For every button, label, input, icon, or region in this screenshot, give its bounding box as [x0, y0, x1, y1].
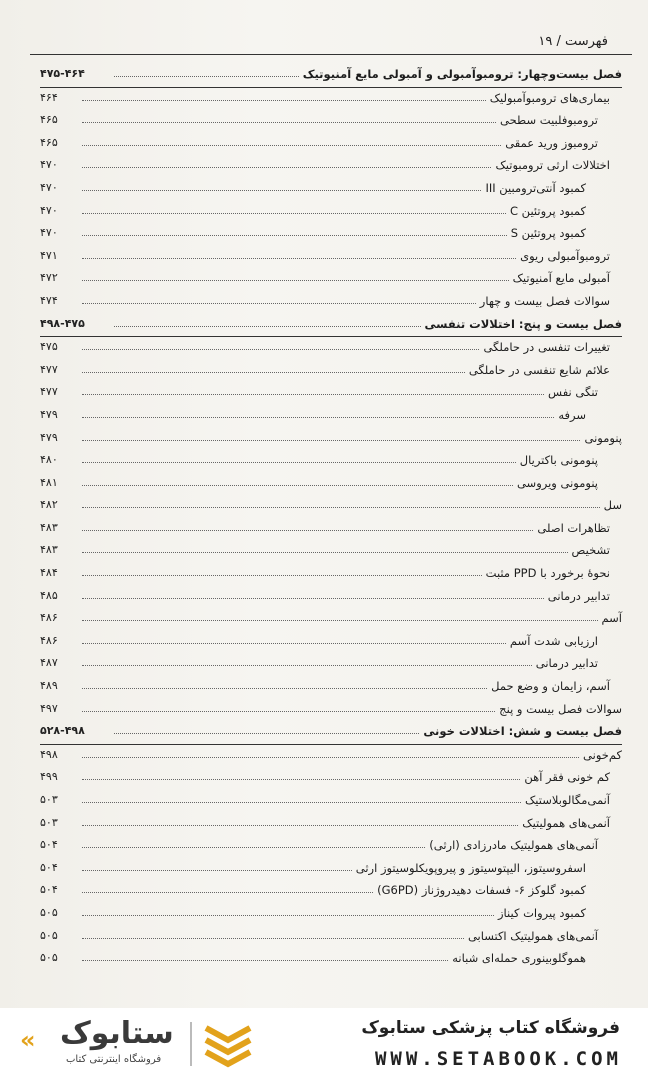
toc-entry-row[interactable] — [40, 178, 622, 201]
leader-dots — [82, 372, 465, 373]
toc-page-number: ۴۷۷ — [40, 385, 58, 399]
leader-dots — [82, 960, 448, 961]
toc-entry-row[interactable] — [40, 246, 622, 269]
chevron-stack-icon — [202, 1022, 254, 1068]
toc-entry-row[interactable] — [40, 563, 622, 586]
toc-entry-title: تدابیر درمانی — [535, 656, 598, 671]
toc-entry-row[interactable] — [40, 631, 622, 654]
toc-entry-row[interactable] — [40, 110, 622, 133]
toc-page-number: ۴۷۵ — [40, 340, 58, 354]
leader-dots — [82, 100, 486, 101]
toc-entry-row[interactable] — [40, 201, 622, 224]
toc-entry-row[interactable] — [40, 428, 622, 451]
toc-entry-title: آمبولی مایع آمنیوتیک — [512, 271, 610, 286]
toc-entry-row[interactable] — [40, 813, 622, 836]
toc-page-number: ۴۷۰ — [40, 226, 58, 240]
toc-chapter-row[interactable] — [40, 64, 622, 88]
store-name: فروشگاه کتاب پزشکی ستابوک — [361, 1018, 620, 1038]
toc-entry-title: فصل بیست و پنج: اختلالات تنفسی — [424, 316, 622, 331]
leader-dots — [82, 915, 494, 916]
leader-dots — [82, 417, 554, 418]
toc-entry-title: کم خونی فقر آهن — [524, 770, 610, 785]
leader-dots — [82, 825, 518, 826]
toc-page-number: ۴۷۷ — [40, 362, 58, 376]
table-of-contents — [40, 64, 622, 971]
toc-page-number: ۴۸۰ — [40, 453, 58, 467]
toc-page-number: ۵۰۵ — [40, 951, 58, 965]
logo-tagline: فروشگاه اینترنتی کتاب — [66, 1054, 162, 1065]
leader-dots — [82, 462, 516, 463]
leader-dots — [82, 394, 544, 395]
logo-divider — [190, 1022, 192, 1066]
toc-entry-row[interactable] — [40, 608, 622, 631]
leader-dots — [82, 235, 507, 236]
double-chevron-icon: « — [20, 1026, 36, 1054]
toc-entry-row[interactable] — [40, 767, 622, 790]
toc-page-number: ۵۰۵ — [40, 928, 58, 942]
toc-entry-title: پنومونی — [584, 430, 622, 445]
leader-dots — [82, 167, 491, 168]
toc-entry-row[interactable] — [40, 155, 622, 178]
toc-entry-title: اسفروسیتوز، الیپتوسیتوز و پیروپویکلوسیتوز ارثی — [355, 860, 586, 875]
toc-page-number: ۴۷۰ — [40, 180, 58, 194]
toc-page-number: ۴۸۱ — [40, 475, 58, 489]
toc-entry-title: کم‌خونی — [583, 747, 622, 762]
leader-dots — [82, 280, 509, 281]
toc-entry-title: آنمی‌های همولیتیک مادرزادی (ارثی) — [429, 838, 598, 853]
toc-entry-row[interactable] — [40, 133, 622, 156]
leader-dots — [82, 122, 496, 123]
toc-page-number: ۴۸۴ — [40, 566, 58, 580]
leader-dots — [82, 892, 373, 893]
toc-page-number: ۴۷۰ — [40, 158, 58, 172]
leader-dots — [82, 303, 476, 304]
toc-entry-title: فصل بیست و شش: اختلالات خونی — [423, 724, 622, 739]
toc-page-number: ۴۹۸ — [40, 747, 58, 761]
toc-entry-title: آنمی‌های همولیتیک — [522, 815, 610, 830]
toc-page-number: ۴۷۰ — [40, 203, 58, 217]
toc-page-number: ۵۰۳ — [40, 793, 58, 806]
toc-page-number: ۴۶۵ — [40, 135, 58, 149]
leader-dots — [82, 598, 544, 599]
leader-dots — [82, 530, 533, 531]
toc-page-number: ۵۰۴ — [40, 883, 58, 897]
toc-page-number: ۴۷۹ — [40, 407, 58, 421]
toc-entry-title: بیماری‌های ترومبوآمبولیک — [489, 90, 610, 105]
leader-dots — [82, 643, 506, 644]
leader-dots — [82, 145, 501, 146]
toc-page-number: ۴۸۶ — [40, 611, 58, 625]
toc-entry-row[interactable] — [40, 450, 622, 473]
leader-dots — [82, 485, 513, 486]
toc-page-number: ۴۷۲ — [40, 271, 58, 285]
toc-entry-title: سل — [603, 498, 622, 513]
toc-chapter-row[interactable] — [40, 721, 622, 745]
leader-dots — [82, 507, 600, 508]
toc-page-number: ۴۶۴ — [40, 90, 58, 104]
toc-entry-row[interactable] — [40, 926, 622, 949]
toc-entry-title: کمبود پیروات کیناز — [497, 905, 586, 920]
toc-page-number: ۴۹۸-۴۷۵ — [40, 316, 85, 330]
toc-entry-title: ترومبوفلبیت سطحی — [500, 113, 598, 128]
toc-entry-title: ترومبوز ورید عمقی — [505, 135, 598, 150]
leader-dots — [82, 190, 481, 191]
toc-entry-row[interactable] — [40, 291, 622, 314]
toc-entry-title: سرفه — [558, 407, 586, 422]
toc-entry-row[interactable] — [40, 745, 622, 768]
leader-dots — [82, 870, 352, 871]
toc-page-number: ۴۸۲ — [40, 498, 58, 512]
toc-entry-title: هموگلوبینوری حمله‌ای شبانه — [452, 951, 586, 966]
toc-entry-row[interactable] — [40, 382, 622, 405]
toc-entry-row[interactable] — [40, 858, 622, 881]
toc-page-number: ۴۸۳ — [40, 543, 58, 557]
toc-entry-title: آسم — [601, 611, 622, 626]
page-header — [30, 32, 632, 55]
toc-entry-title: آنمی‌های همولیتیک اکتسابی — [467, 928, 598, 943]
toc-entry-title: نحوهٔ برخورد با PPD مثبت — [485, 566, 610, 581]
toc-entry-title: تنگی نفس — [548, 385, 598, 400]
toc-entry-row[interactable] — [40, 268, 622, 291]
toc-entry-title: سوالات فصل بیست و چهار — [479, 293, 610, 308]
toc-entry-row[interactable] — [40, 518, 622, 541]
leader-dots — [82, 711, 495, 712]
leader-dots — [82, 552, 568, 553]
toc-entry-title: کمبود پروتئین C — [510, 203, 586, 218]
leader-dots — [82, 349, 479, 350]
toc-entry-row[interactable] — [40, 337, 622, 360]
toc-chapter-row[interactable] — [40, 314, 622, 338]
leader-dots — [114, 326, 421, 327]
leader-dots — [114, 733, 419, 734]
leader-dots — [82, 938, 464, 939]
toc-entry-title: سوالات فصل بیست و پنج — [499, 701, 622, 716]
toc-entry-row[interactable] — [40, 948, 622, 971]
toc-entry-row[interactable] — [40, 835, 622, 858]
toc-entry-title: علائم شایع تنفسی در حاملگی — [468, 362, 610, 377]
toc-entry-title: تدابیر درمانی — [547, 588, 610, 603]
toc-page-number: ۴۸۹ — [40, 679, 58, 693]
toc-entry-title: اختلالات ارثی ترومبوتیک — [495, 158, 610, 173]
toc-page-number: ۴۹۷ — [40, 701, 58, 715]
leader-dots — [82, 575, 482, 576]
toc-entry-row[interactable] — [40, 790, 622, 813]
toc-entry-title: پنومونی ویروسی — [516, 475, 598, 490]
toc-entry-row[interactable] — [40, 473, 622, 496]
store-url[interactable]: WWW.SETABOOK.COM — [374, 1048, 622, 1070]
leader-dots — [82, 847, 425, 848]
leader-dots — [82, 620, 598, 621]
toc-entry-row[interactable] — [40, 880, 622, 903]
toc-page-number: ۵۰۴ — [40, 860, 58, 874]
leader-dots — [114, 76, 299, 77]
toc-page-number: ۴۸۶ — [40, 633, 58, 647]
toc-entry-title: کمبود پروتئین S — [510, 226, 586, 241]
leader-dots — [82, 258, 516, 259]
toc-entry-title: ارزیابی شدت آسم — [509, 633, 598, 648]
toc-entry-row[interactable] — [40, 223, 622, 246]
toc-entry-row[interactable] — [40, 653, 622, 676]
toc-entry-title: آسم، زایمان و وضع حمل — [491, 679, 610, 694]
toc-page-number: ۴۷۹ — [40, 430, 58, 444]
toc-entry-title: تغییرات تنفسی در حاملگی — [483, 340, 610, 355]
store-logo — [20, 1016, 270, 1072]
toc-entry-title: فصل بیست‌وچهار: ترومبوآمبولی و آمبولی مایع آمنیوتیک — [302, 67, 622, 81]
store-banner — [0, 1008, 648, 1080]
toc-page-number: ۴۹۹ — [40, 770, 58, 784]
toc-entry-title: کمبود گلوکز ۶- فسفات دهیدروژناز (G6PD) — [377, 883, 586, 898]
toc-page-number: ۴۸۵ — [40, 588, 58, 602]
toc-entry-title: کمبود آنتی‌ترومبین III — [485, 180, 586, 195]
toc-entry-row[interactable] — [40, 495, 622, 518]
toc-entry-row[interactable] — [40, 88, 622, 111]
leader-dots — [82, 757, 579, 758]
toc-page-number: ۴۷۵-۴۶۴ — [40, 67, 85, 80]
toc-entry-title: ترومبوآمبولی ریوی — [520, 248, 610, 263]
toc-page-number: ۴۷۱ — [40, 248, 58, 262]
toc-page-number: ۴۸۳ — [40, 520, 58, 534]
leader-dots — [82, 779, 520, 780]
leader-dots — [82, 665, 532, 666]
toc-page-number: ۵۲۸-۴۹۸ — [40, 724, 85, 738]
toc-entry-row[interactable] — [40, 676, 622, 699]
toc-page-number: ۵۰۵ — [40, 905, 58, 919]
toc-entry-row[interactable] — [40, 540, 622, 563]
toc-page-number: ۵۰۴ — [40, 838, 58, 852]
leader-dots — [82, 688, 487, 689]
toc-entry-title: تشخیص — [571, 543, 610, 558]
toc-entry-title: آنمی‌مگالوبلاستیک — [524, 793, 610, 807]
leader-dots — [82, 802, 521, 803]
toc-page-number: ۴۸۷ — [40, 656, 58, 670]
toc-entry-row[interactable] — [40, 586, 622, 609]
toc-entry-row[interactable] — [40, 699, 622, 722]
toc-entry-row[interactable] — [40, 405, 622, 428]
toc-page-number: ۵۰۳ — [40, 815, 58, 829]
toc-entry-row[interactable] — [40, 360, 622, 383]
leader-dots — [82, 213, 506, 214]
leader-dots — [82, 440, 580, 441]
toc-page-number: ۴۷۴ — [40, 293, 58, 307]
toc-entry-row[interactable] — [40, 903, 622, 926]
page-title: فهرست / ۱۹ — [538, 34, 608, 49]
logo-brand: ستابوک — [60, 1016, 174, 1051]
toc-entry-title: پنومونی باکتریال — [519, 453, 598, 468]
toc-entry-title: تظاهرات اصلی — [537, 520, 610, 535]
toc-page-number: ۴۶۵ — [40, 113, 58, 127]
